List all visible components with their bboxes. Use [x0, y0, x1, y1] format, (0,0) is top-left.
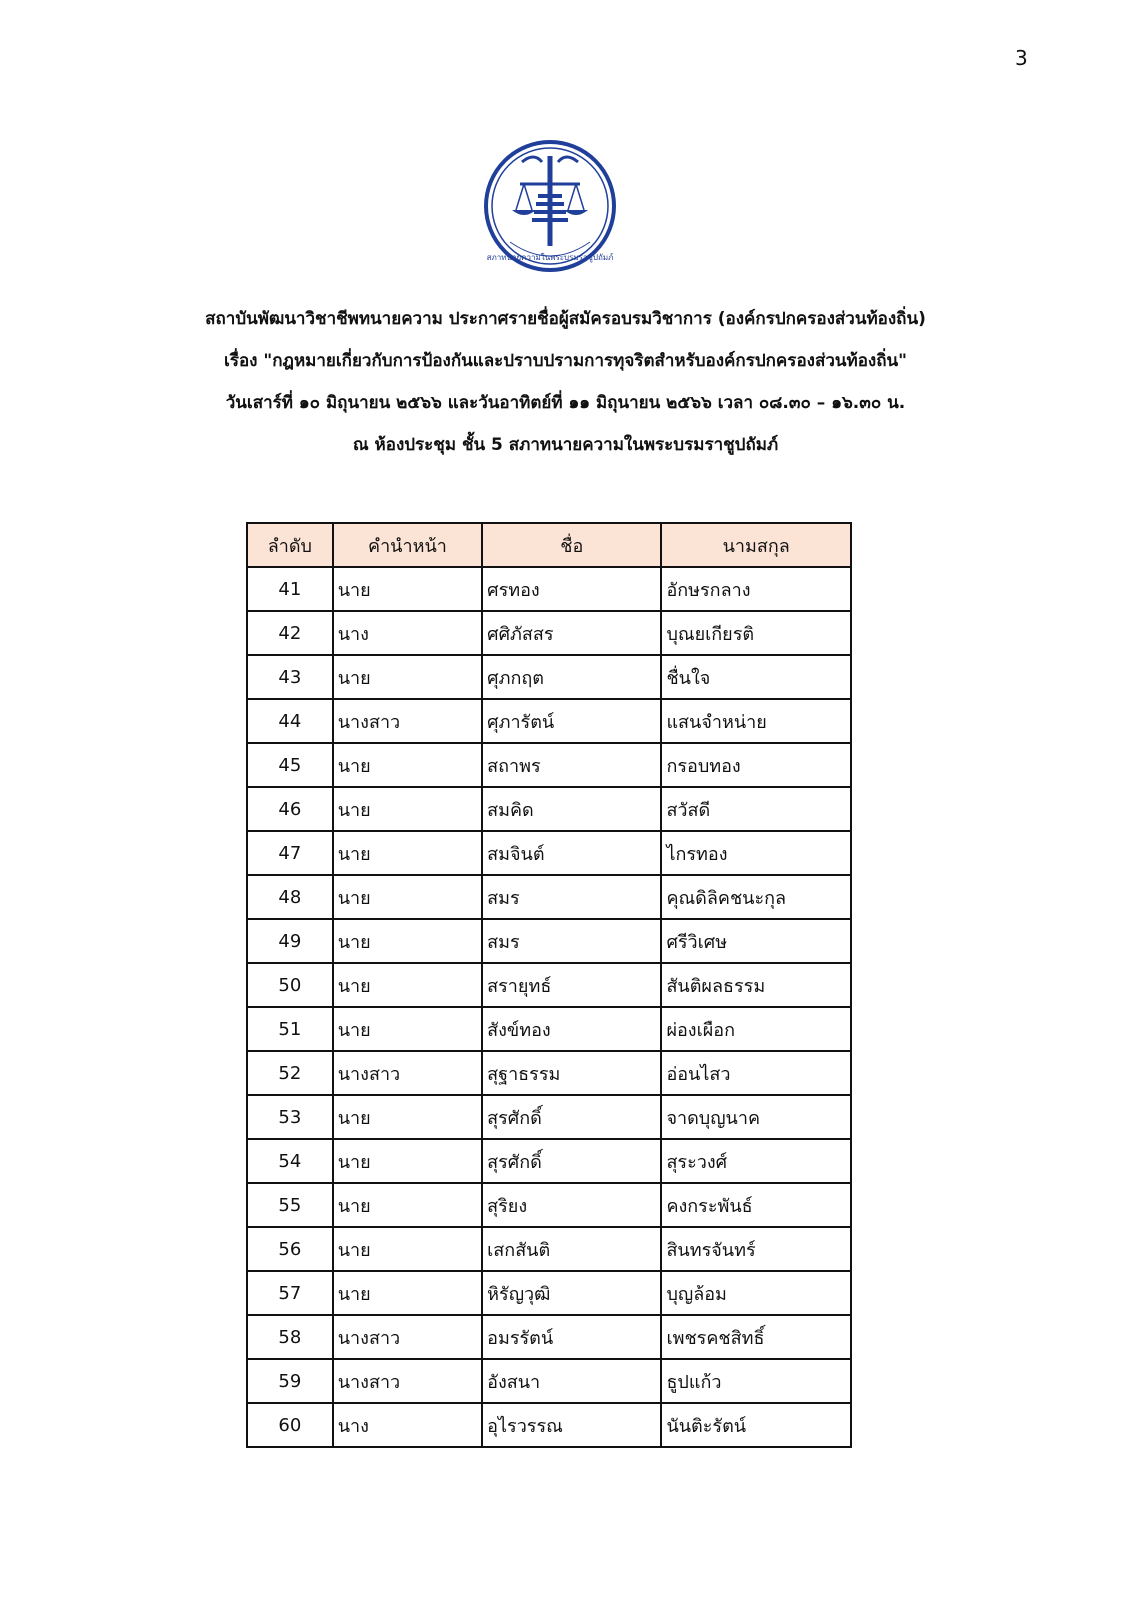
cell-order: 60 — [247, 1403, 333, 1447]
cell-order: 57 — [247, 1271, 333, 1315]
cell-prefix: นาย — [333, 1007, 482, 1051]
cell-order: 52 — [247, 1051, 333, 1095]
cell-order: 55 — [247, 1183, 333, 1227]
cell-prefix: นางสาว — [333, 1051, 482, 1095]
table-row — [247, 1051, 851, 1095]
cell-prefix: นาย — [333, 743, 482, 787]
table-row — [247, 1403, 851, 1447]
table-row — [247, 1227, 851, 1271]
table-row — [247, 1271, 851, 1315]
table-row — [247, 1007, 851, 1051]
table-row — [247, 567, 851, 611]
cell-order: 44 — [247, 699, 333, 743]
cell-first-name: สุริยง — [482, 1183, 661, 1227]
cell-last-name: คงกระพันธ์ — [661, 1183, 851, 1227]
table-row — [247, 1095, 851, 1139]
column-header-last-name: นามสกุล — [661, 523, 851, 567]
cell-prefix: นาย — [333, 875, 482, 919]
cell-first-name: สมร — [482, 875, 661, 919]
cell-first-name: สังข์ทอง — [482, 1007, 661, 1051]
cell-order: 53 — [247, 1095, 333, 1139]
cell-first-name: อมรรัตน์ — [482, 1315, 661, 1359]
cell-order: 48 — [247, 875, 333, 919]
cell-prefix: นาง — [333, 1403, 482, 1447]
cell-last-name: อ่อนไสว — [661, 1051, 851, 1095]
cell-first-name: สุรศักดิ์ — [482, 1139, 661, 1183]
cell-first-name: ศุภกฤต — [482, 655, 661, 699]
cell-prefix: นางสาว — [333, 1359, 482, 1403]
cell-first-name: สมร — [482, 919, 661, 963]
cell-last-name: ชื่นใจ — [661, 655, 851, 699]
cell-prefix: นาย — [333, 787, 482, 831]
cell-last-name: ศรีวิเศษ — [661, 919, 851, 963]
cell-first-name: สุฐาธรรม — [482, 1051, 661, 1095]
table-body — [247, 567, 851, 1447]
cell-order: 42 — [247, 611, 333, 655]
cell-last-name: สุระวงศ์ — [661, 1139, 851, 1183]
table-row — [247, 831, 851, 875]
cell-first-name: สุรศักดิ์ — [482, 1095, 661, 1139]
table-row — [247, 787, 851, 831]
cell-last-name: นันติะรัตน์ — [661, 1403, 851, 1447]
cell-prefix: นาย — [333, 1139, 482, 1183]
cell-order: 43 — [247, 655, 333, 699]
table-row — [247, 875, 851, 919]
page-number: 3 — [1015, 46, 1028, 70]
table-header-row — [247, 523, 851, 567]
cell-last-name: เพชรคชสิทธิ์ — [661, 1315, 851, 1359]
cell-order: 51 — [247, 1007, 333, 1051]
table-row — [247, 699, 851, 743]
cell-order: 56 — [247, 1227, 333, 1271]
cell-order: 59 — [247, 1359, 333, 1403]
cell-last-name: อักษรกลาง — [661, 567, 851, 611]
column-header-first-name: ชื่อ — [482, 523, 661, 567]
cell-prefix: นางสาว — [333, 699, 482, 743]
cell-prefix: นาย — [333, 1227, 482, 1271]
cell-last-name: คุณดิลิคชนะกุล — [661, 875, 851, 919]
cell-order: 54 — [247, 1139, 333, 1183]
cell-prefix: นาย — [333, 1271, 482, 1315]
cell-order: 50 — [247, 963, 333, 1007]
cell-last-name: สวัสดี — [661, 787, 851, 831]
table-row — [247, 1139, 851, 1183]
participant-table — [246, 522, 852, 1448]
cell-order: 45 — [247, 743, 333, 787]
cell-prefix: นาย — [333, 1183, 482, 1227]
cell-last-name: สินทรจันทร์ — [661, 1227, 851, 1271]
cell-first-name: เสกสันติ — [482, 1227, 661, 1271]
header-subject-line: เรื่อง "กฎหมายเกี่ยวกับการป้องกันและปราบปรามการทุจริตสำหรับองค์กรปกครองส่วนท้องถิ่น" — [224, 351, 907, 371]
table-row — [247, 1359, 851, 1403]
cell-last-name: ไกรทอง — [661, 831, 851, 875]
table-row — [247, 919, 851, 963]
table-row — [247, 1183, 851, 1227]
cell-prefix: นาย — [333, 963, 482, 1007]
cell-order: 49 — [247, 919, 333, 963]
seal-text: สภาทนายความในพระบรมราชูปถัมภ์ — [486, 253, 614, 262]
cell-order: 47 — [247, 831, 333, 875]
lawyers-council-seal-logo — [482, 138, 618, 274]
cell-prefix: นาย — [333, 831, 482, 875]
cell-order: 46 — [247, 787, 333, 831]
table-row — [247, 743, 851, 787]
cell-first-name: หิรัญวุฒิ — [482, 1271, 661, 1315]
cell-last-name: บุญล้อม — [661, 1271, 851, 1315]
cell-last-name: แสนจำหน่าย — [661, 699, 851, 743]
header-title-line: สถาบันพัฒนาวิชาชีพทนายความ ประกาศรายชื่อผู้สมัครอบรมวิชาการ (องค์กรปกครองส่วนท้องถิ่น) — [205, 309, 926, 329]
cell-last-name: สันติผลธรรม — [661, 963, 851, 1007]
cell-prefix: นาย — [333, 1095, 482, 1139]
announcement-header — [0, 298, 1131, 466]
cell-prefix: นาย — [333, 567, 482, 611]
cell-first-name: ศุภารัตน์ — [482, 699, 661, 743]
cell-first-name: อุไรวรรณ — [482, 1403, 661, 1447]
table-row — [247, 1315, 851, 1359]
cell-first-name: อังสนา — [482, 1359, 661, 1403]
cell-first-name: สถาพร — [482, 743, 661, 787]
cell-first-name: สมคิด — [482, 787, 661, 831]
cell-last-name: จาดบุญนาค — [661, 1095, 851, 1139]
cell-order: 41 — [247, 567, 333, 611]
cell-prefix: นาย — [333, 655, 482, 699]
cell-first-name: ศศิภัสสร — [482, 611, 661, 655]
cell-first-name: สมจินต์ — [482, 831, 661, 875]
cell-last-name: กรอบทอง — [661, 743, 851, 787]
cell-prefix: นาย — [333, 919, 482, 963]
table-row — [247, 655, 851, 699]
column-header-prefix: คำนำหน้า — [333, 523, 482, 567]
cell-order: 58 — [247, 1315, 333, 1359]
table-row — [247, 963, 851, 1007]
column-header-order: ลำดับ — [247, 523, 333, 567]
header-venue-line: ณ ห้องประชุม ชั้น 5 สภาทนายความในพระบรมราชูปถัมภ์ — [352, 435, 779, 455]
cell-first-name: ศรทอง — [482, 567, 661, 611]
header-date-line: วันเสาร์ที่ ๑๐ มิถุนายน ๒๕๖๖ และวันอาทิตย์ที่ ๑๑ มิถุนายน ๒๕๖๖ เวลา ๐๘.๓๐ – ๑๖.๓๐ น. — [225, 393, 906, 413]
cell-prefix: นางสาว — [333, 1315, 482, 1359]
cell-last-name: ธูปแก้ว — [661, 1359, 851, 1403]
cell-last-name: บุณยเกียรติ — [661, 611, 851, 655]
cell-last-name: ผ่องเผือก — [661, 1007, 851, 1051]
cell-prefix: นาง — [333, 611, 482, 655]
cell-first-name: สรายุทธ์ — [482, 963, 661, 1007]
table-row — [247, 611, 851, 655]
